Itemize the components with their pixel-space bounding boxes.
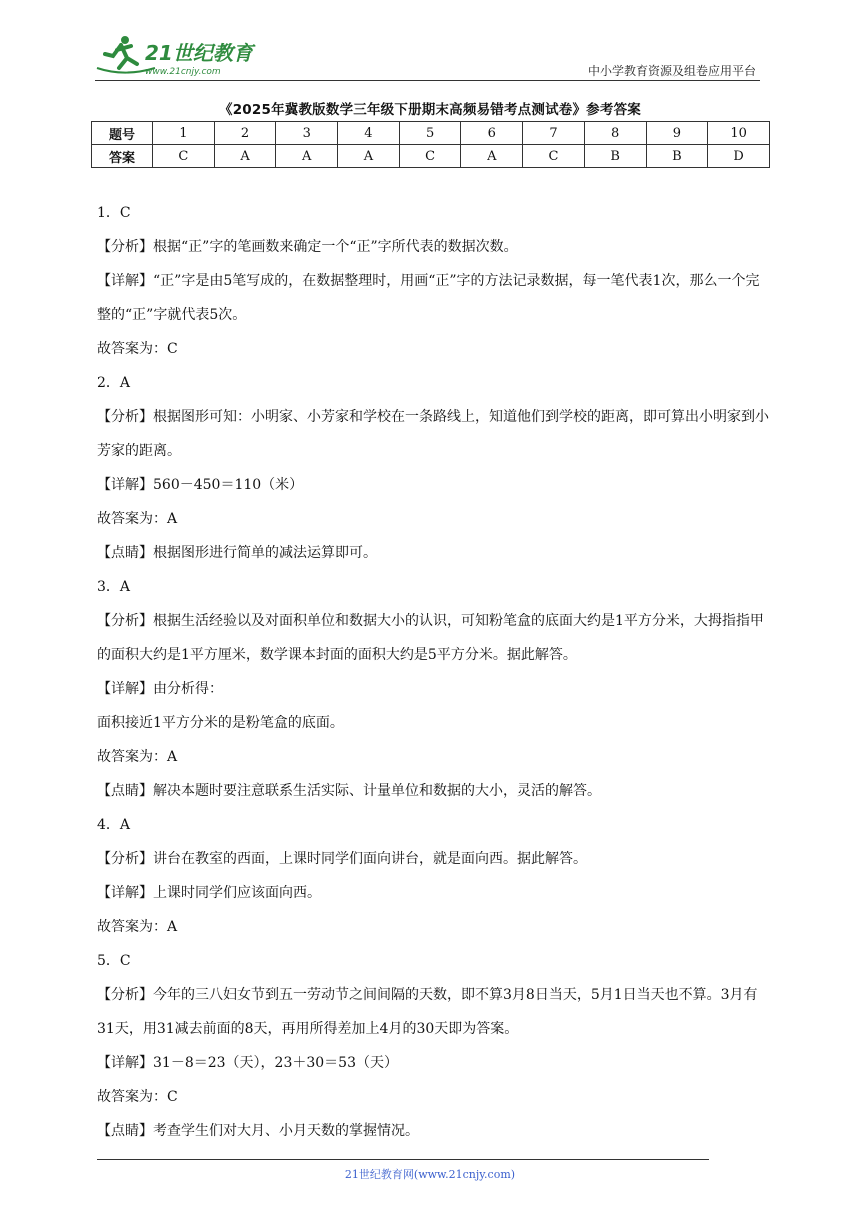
analysis-text: 根据“正”字的笔画数来确定一个“正”字所代表的数据次数。 <box>153 239 518 255</box>
question-number: 4．A <box>97 817 131 833</box>
analysis-tag: 【分析】 <box>97 613 153 629</box>
answer-table <box>91 121 770 168</box>
final-answer: 故答案为：A <box>97 749 178 765</box>
table-cell: 3 <box>276 122 338 145</box>
table-row-numbers <box>92 122 770 145</box>
detail-tag: 【详解】 <box>97 477 153 493</box>
table-cell: D <box>708 145 770 168</box>
comment-paragraph <box>97 536 773 570</box>
detail-paragraph <box>97 876 773 910</box>
solutions <box>97 196 773 1148</box>
table-cell: A <box>214 145 276 168</box>
table-cell: 8 <box>584 122 646 145</box>
detail-tag: 【详解】 <box>97 1055 153 1071</box>
logo <box>95 34 265 78</box>
logo-url: www.21cnjy.com <box>145 67 221 77</box>
final-answer: 故答案为：C <box>97 1089 178 1105</box>
table-row-answers <box>92 145 770 168</box>
analysis-tag: 【分析】 <box>97 409 153 425</box>
analysis-text: 根据图形可知：小明家、小芳家和学校在一条路线上，知道他们到学校的距离，即可算出小明家到小芳家的距离。 <box>97 409 769 459</box>
question-number: 2．A <box>97 375 131 391</box>
detail-text: 由分析得： <box>153 681 223 697</box>
table-cell: 1 <box>153 122 215 145</box>
analysis-text: 讲台在教室的西面，上课时同学们面向讲台，就是面向西。据此解答。 <box>153 851 587 867</box>
final-answer: 故答案为：A <box>97 511 178 527</box>
question-number: 3．A <box>97 579 131 595</box>
detail-paragraph <box>97 264 773 332</box>
detail-continued: 面积接近1平方分米的是粉笔盒的底面。 <box>97 715 344 731</box>
analysis-tag: 【分析】 <box>97 987 153 1003</box>
analysis-text: 今年的三八妇女节到五一劳动节之间间隔的天数，即不算3月8日当天，5月1日当天也不算。3月有31天，用31减去前面的8天，再用所得差加上4月的30天即为答案。 <box>97 987 758 1037</box>
table-cell: 7 <box>523 122 585 145</box>
detail-paragraph <box>97 468 773 502</box>
comment-tag: 【点睛】 <box>97 1123 153 1139</box>
comment-text: 考查学生们对大月、小月天数的掌握情况。 <box>153 1123 419 1139</box>
comment-paragraph <box>97 1114 773 1148</box>
analysis-paragraph <box>97 978 773 1046</box>
header-divider <box>95 80 760 81</box>
table-cell: B <box>584 145 646 168</box>
detail-text: 上课时同学们应该面向西。 <box>153 885 321 901</box>
table-cell: 5 <box>399 122 461 145</box>
detail-text: “正”字是由5笔写成的，在数据整理时，用画“正”字的方法记录数据，每一笔代表1次，那么一个完整的“正”字就代表5次。 <box>97 273 760 323</box>
question-number: 5．C <box>97 953 131 969</box>
table-cell: A <box>461 145 523 168</box>
logo-text: 21世纪教育 <box>145 41 253 65</box>
table-cell: C <box>399 145 461 168</box>
table-cell: 10 <box>708 122 770 145</box>
footer-divider <box>97 1159 709 1160</box>
table-cell: C <box>523 145 585 168</box>
detail-tag: 【详解】 <box>97 681 153 697</box>
final-answer: 故答案为：C <box>97 341 178 357</box>
table-cell: 2 <box>214 122 276 145</box>
final-answer: 故答案为：A <box>97 919 178 935</box>
table-cell: C <box>153 145 215 168</box>
platform-text: 中小学教育资源及组卷应用平台 <box>587 64 756 78</box>
table-cell: 4 <box>338 122 400 145</box>
table-cell: 6 <box>461 122 523 145</box>
detail-text: 31－8＝23（天），23＋30＝53（天） <box>153 1055 398 1071</box>
document-title: 《2025年冀教版数学三年级下册期末高频易错考点测试卷》参考答案 <box>219 102 641 118</box>
detail-paragraph <box>97 672 773 706</box>
comment-text: 根据图形进行简单的减法运算即可。 <box>153 545 377 561</box>
detail-tag: 【详解】 <box>97 273 153 289</box>
detail-paragraph <box>97 1046 773 1080</box>
detail-tag: 【详解】 <box>97 885 153 901</box>
comment-text: 解决本题时要注意联系生活实际、计量单位和数据的大小，灵活的解答。 <box>153 783 601 799</box>
table-cell: 9 <box>646 122 708 145</box>
analysis-text: 根据生活经验以及对面积单位和数据大小的认识，可知粉笔盒的底面大约是1平方分米，大拇指指甲的面积大约是1平方厘米，数学课本封面的面积大约是5平方分米。据此解答。 <box>97 613 764 663</box>
table-cell: A <box>338 145 400 168</box>
footer-link[interactable]: 21世纪教育网(www.21cnjy.com) <box>344 1168 516 1181</box>
analysis-paragraph <box>97 400 773 468</box>
detail-text: 560－450＝110（米） <box>153 477 304 493</box>
table-cell: A <box>276 145 338 168</box>
comment-paragraph <box>97 774 773 808</box>
table-cell: B <box>646 145 708 168</box>
page-header <box>95 34 760 82</box>
analysis-paragraph <box>97 230 773 264</box>
comment-tag: 【点睛】 <box>97 783 153 799</box>
row-header-question: 题号 <box>92 122 153 145</box>
analysis-paragraph <box>97 842 773 876</box>
analysis-tag: 【分析】 <box>97 239 153 255</box>
comment-tag: 【点睛】 <box>97 545 153 561</box>
question-number: 1．C <box>97 205 131 221</box>
row-header-answer: 答案 <box>92 145 153 168</box>
analysis-paragraph <box>97 604 773 672</box>
analysis-tag: 【分析】 <box>97 851 153 867</box>
